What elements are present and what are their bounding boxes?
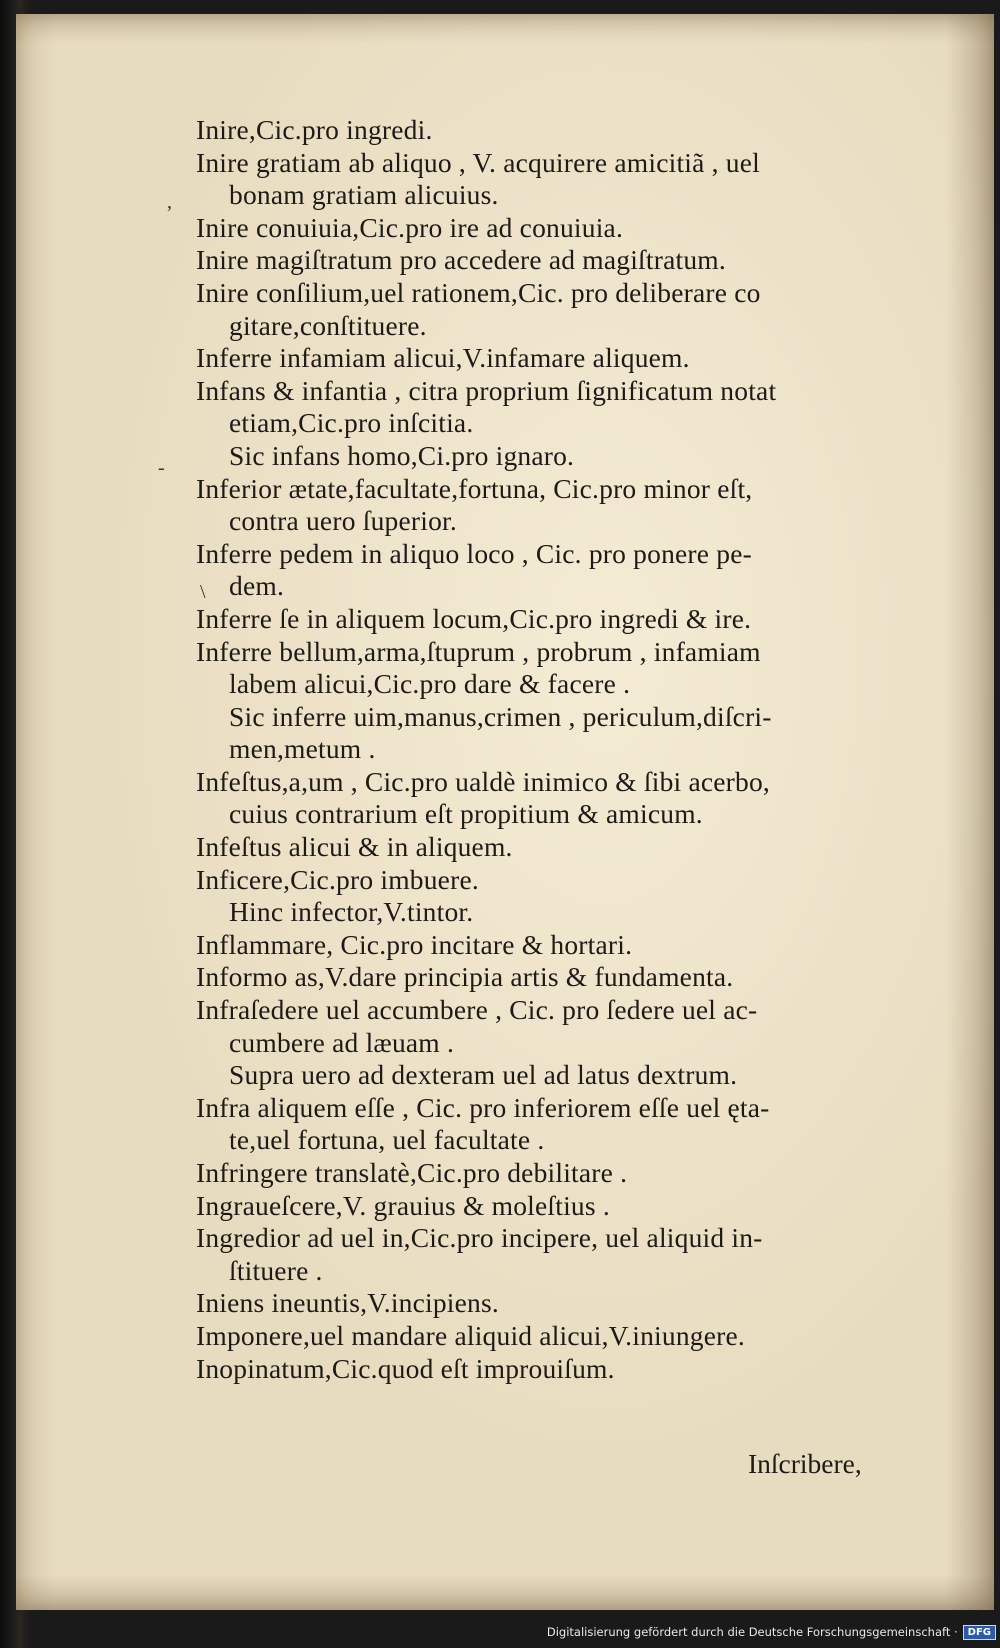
entry-line: Infringere translatè,Cic.pro debilitare . xyxy=(196,1157,628,1188)
entry-line: Inire,Cic.pro ingredi. xyxy=(196,114,433,145)
entry-line: Ingraueſcere,V. grauius & moleſtius . xyxy=(196,1189,610,1221)
entry-line: Infraſedere uel accumbere , Cic. pro ſedere uel ac- xyxy=(196,994,758,1026)
entry-line: Inire conſilium,uel rationem,Cic. pro deliberare co xyxy=(196,276,761,308)
entry-line: Inire conuiuia,Cic.pro ire ad conuiuia. xyxy=(196,211,624,243)
entry-continuation-line: gitare,conſtituere. xyxy=(229,309,427,341)
digitization-footer xyxy=(547,1619,996,1645)
entry-continuation-line: contra uero ſuperior. xyxy=(229,505,457,537)
entry-line: Inopinatum,Cic.quod eſt improuiſum. xyxy=(196,1352,615,1384)
margin-mark: ‚ xyxy=(166,191,173,213)
entry-line: Inflammare, Cic.pro incitare & hortari. xyxy=(196,928,633,960)
entry-continuation-line: etiam,Cic.pro inſcitia. xyxy=(229,407,474,439)
entry-line: Iniens ineuntis,V.incipiens. xyxy=(196,1287,499,1319)
entry-continuation-line: ſtituere . xyxy=(229,1254,323,1286)
margin-mark: \ xyxy=(200,581,206,603)
footer-credit: Digitalisierung gefördert durch die Deutsche Forschungsgemeinschaft · xyxy=(546,1625,958,1639)
entry-line: Inficere,Cic.pro imbuere. xyxy=(196,863,479,895)
entry-line: Inire gratiam ab aliquo , V. acquirere amicitiã , uel xyxy=(196,146,760,178)
entry-continuation-line: Supra uero ad dexteram uel ad latus dextrum. xyxy=(229,1059,738,1091)
entry-line: Infans & infantia , citra proprium ſignificatum notat xyxy=(196,374,777,406)
entry-continuation-line: Sic inferre uim,manus,crimen , periculum,diſcri- xyxy=(229,700,772,732)
entry-line: Infeſtus,a,um , Cic.pro ualdè inimico & ſibi acerbo, xyxy=(196,765,771,797)
entry-line: Inferre bellum,arma,ſtuprum , probrum , infamiam xyxy=(196,635,761,667)
entry-continuation-line: men,metum . xyxy=(229,733,376,765)
entry-continuation-line: labem alicui,Cic.pro dare & facere . xyxy=(229,668,631,700)
entry-line: Informo as,V.dare principia artis & fundamenta. xyxy=(196,961,734,993)
entry-line: Inferre pedem in aliquo loco , Cic. pro ponere pe- xyxy=(196,537,752,569)
entry-continuation-line: te,uel fortuna, uel facultate . xyxy=(229,1124,545,1156)
entry-continuation-line: cumbere ad læuam . xyxy=(229,1026,455,1058)
entry-line: Inferre ſe in aliquem locum,Cic.pro ingredi & ire. xyxy=(196,602,752,634)
entry-line: Inire magiſtratum pro accedere ad magiſtratum. xyxy=(196,244,726,276)
entry-line: Imponere,uel mandare aliquid alicui,V.iniungere. xyxy=(196,1319,745,1351)
entry-line: Infeſtus alicui & in aliquem. xyxy=(196,831,513,863)
entry-continuation-line: bonam gratiam alicuius. xyxy=(229,179,499,211)
margin-mark: - xyxy=(158,457,165,479)
dictionary-text xyxy=(196,114,916,1385)
catchword: Inſcribere, xyxy=(748,1448,862,1479)
entry-line: Inferre infamiam alicui,V.infamare aliquem. xyxy=(196,342,690,374)
entry-line: Inferior ætate,facultate,fortuna, Cic.pro minor eſt, xyxy=(196,472,753,504)
entry-continuation-line: Sic infans homo,Ci.pro ignaro. xyxy=(229,439,575,471)
dfg-logo-icon: DFG xyxy=(963,1625,996,1640)
entry-continuation-line: cuius contrarium eſt propitium & amicum. xyxy=(229,798,703,830)
entry-continuation-line: dem. xyxy=(229,570,285,602)
entry-line: Ingredior ad uel in,Cic.pro incipere, uel aliquid in- xyxy=(196,1222,763,1254)
entry-continuation-line: Hinc infector,V.tintor. xyxy=(229,896,474,928)
entry-line: Infra aliquem eſſe , Cic. pro inferiorem eſſe uel ęta- xyxy=(196,1091,770,1123)
